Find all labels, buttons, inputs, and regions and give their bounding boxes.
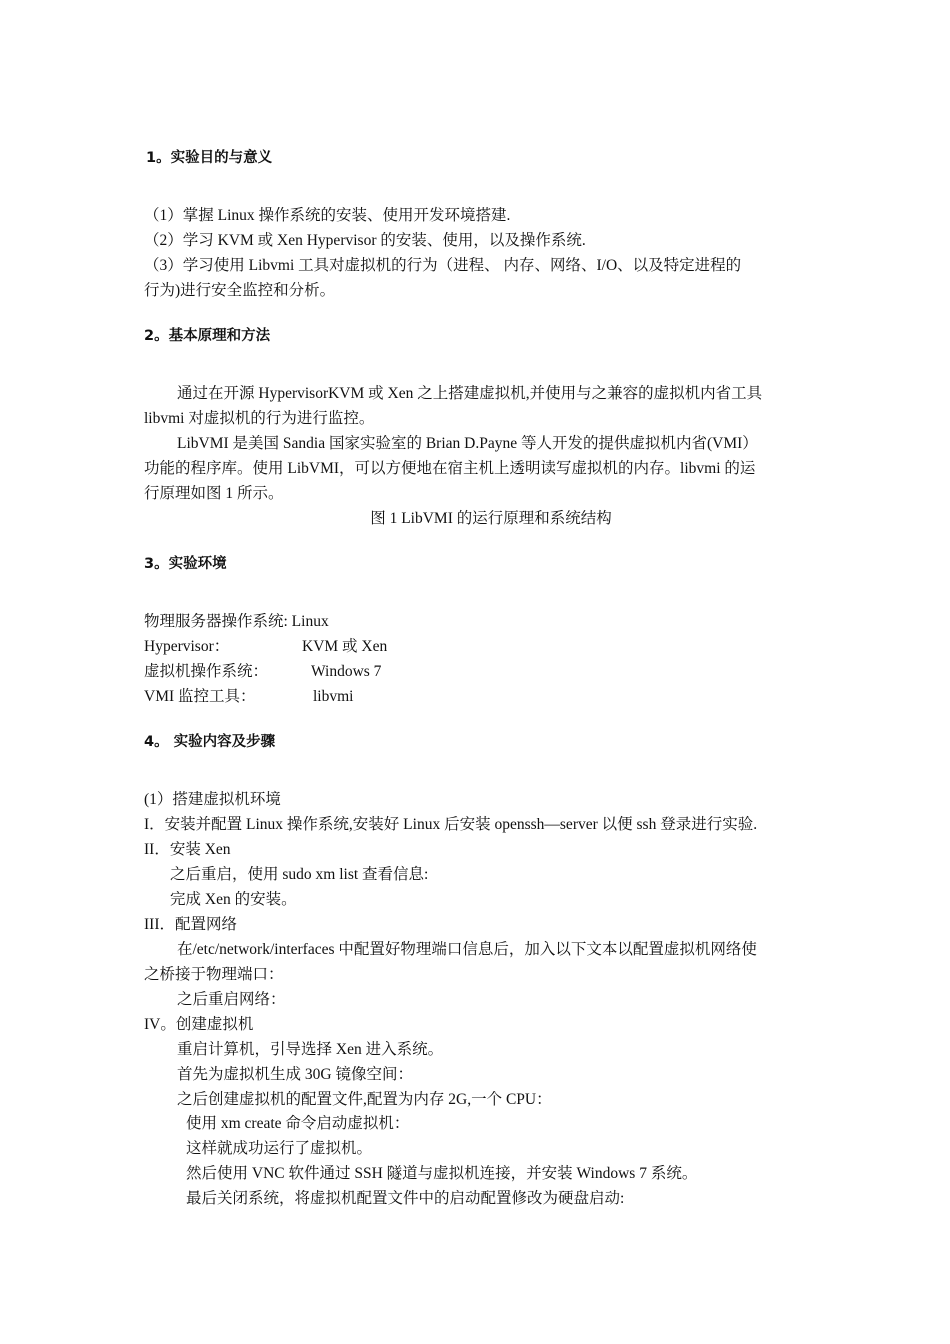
objective-item: （1）掌握 Linux 操作系统的安装、使用开发环境搭建. <box>144 207 511 224</box>
env-value: libvmi <box>313 688 354 705</box>
principle-paragraph-line: 通过在开源 HypervisorKVM 或 Xen 之上搭建虚拟机,并使用与之兼容的虚拟机内省工具 <box>177 385 763 402</box>
env-label: 虚拟机操作系统： <box>144 663 269 680</box>
step-line: III．配置网络 <box>144 916 237 933</box>
step-line: 然后使用 VNC 软件通过 SSH 隧道与虚拟机连接，并安装 Windows 7 系统。 <box>186 1165 698 1182</box>
step-line: 使用 xm create 命令启动虚拟机： <box>186 1115 410 1132</box>
env-label: VMI 监控工具： <box>144 688 256 705</box>
principle-paragraph-line: libvmi 对虚拟机的行为进行监控。 <box>144 410 375 427</box>
section-3-heading: 3。实验环境 <box>144 556 227 572</box>
step-line: II．安装 Xen <box>144 841 231 858</box>
step-line: 之后重启，使用 sudo xm list 查看信息: <box>170 866 429 883</box>
principle-paragraph-line: 功能的程序库。使用 LibVMI，可以方便地在宿主机上透明读写虚拟机的内存。libvmi 的运 <box>144 460 756 477</box>
step-line: 之后创建虚拟机的配置文件,配置为内存 2G,一个 CPU： <box>177 1091 552 1108</box>
env-label: 物理服务器操作系统: Linux <box>144 613 329 630</box>
objective-item-continued: 行为)进行安全监控和分析。 <box>144 282 336 299</box>
section-1-heading: 1。实验目的与意义 <box>146 150 273 166</box>
step-line: (1）搭建虚拟机环境 <box>144 791 281 808</box>
step-line: 之后重启网络： <box>177 991 286 1008</box>
objective-item: （2）学习 KVM 或 Xen Hypervisor 的安装、使用，以及操作系统. <box>144 232 586 249</box>
env-value: KVM 或 Xen <box>302 638 388 655</box>
step-line: I．安装并配置 Linux 操作系统,安装好 Linux 后安装 openssh—server 以便 ssh 登录进行实验. <box>144 816 758 833</box>
section-4-heading: 4。 实验内容及步骤 <box>144 734 276 750</box>
step-line: 完成 Xen 的安装。 <box>170 891 297 908</box>
env-label: Hypervisor： <box>144 638 230 655</box>
step-line: 在/etc/network/interfaces 中配置好物理端口信息后，加入以下文本以配置虚拟机网络使 <box>177 941 757 958</box>
step-line: IV。创建虚拟机 <box>144 1016 254 1033</box>
step-line: 这样就成功运行了虚拟机。 <box>186 1140 373 1157</box>
step-line: 首先为虚拟机生成 30G 镜像空间： <box>177 1066 413 1083</box>
step-line: 最后关闭系统，将虚拟机配置文件中的启动配置修改为硬盘启动: <box>186 1190 625 1207</box>
principle-paragraph-line: LibVMI 是美国 Sandia 国家实验室的 Brian D.Payne 等人开发的提供虚拟机内省(VMI） <box>177 435 758 452</box>
section-2-heading: 2。基本原理和方法 <box>144 328 271 344</box>
env-value: Windows 7 <box>311 663 382 680</box>
step-line: 重启计算机，引导选择 Xen 进入系统。 <box>177 1041 444 1058</box>
step-line: 之桥接于物理端口： <box>144 966 284 983</box>
objective-item: （3）学习使用 Libvmi 工具对虚拟机的行为（进程、 内存、网络、I/O、以及特定进程的 <box>144 257 742 274</box>
figure-caption: 图 1 LibVMI 的运行原理和系统结构 <box>370 510 612 527</box>
principle-paragraph-line: 行原理如图 1 所示。 <box>144 485 284 502</box>
